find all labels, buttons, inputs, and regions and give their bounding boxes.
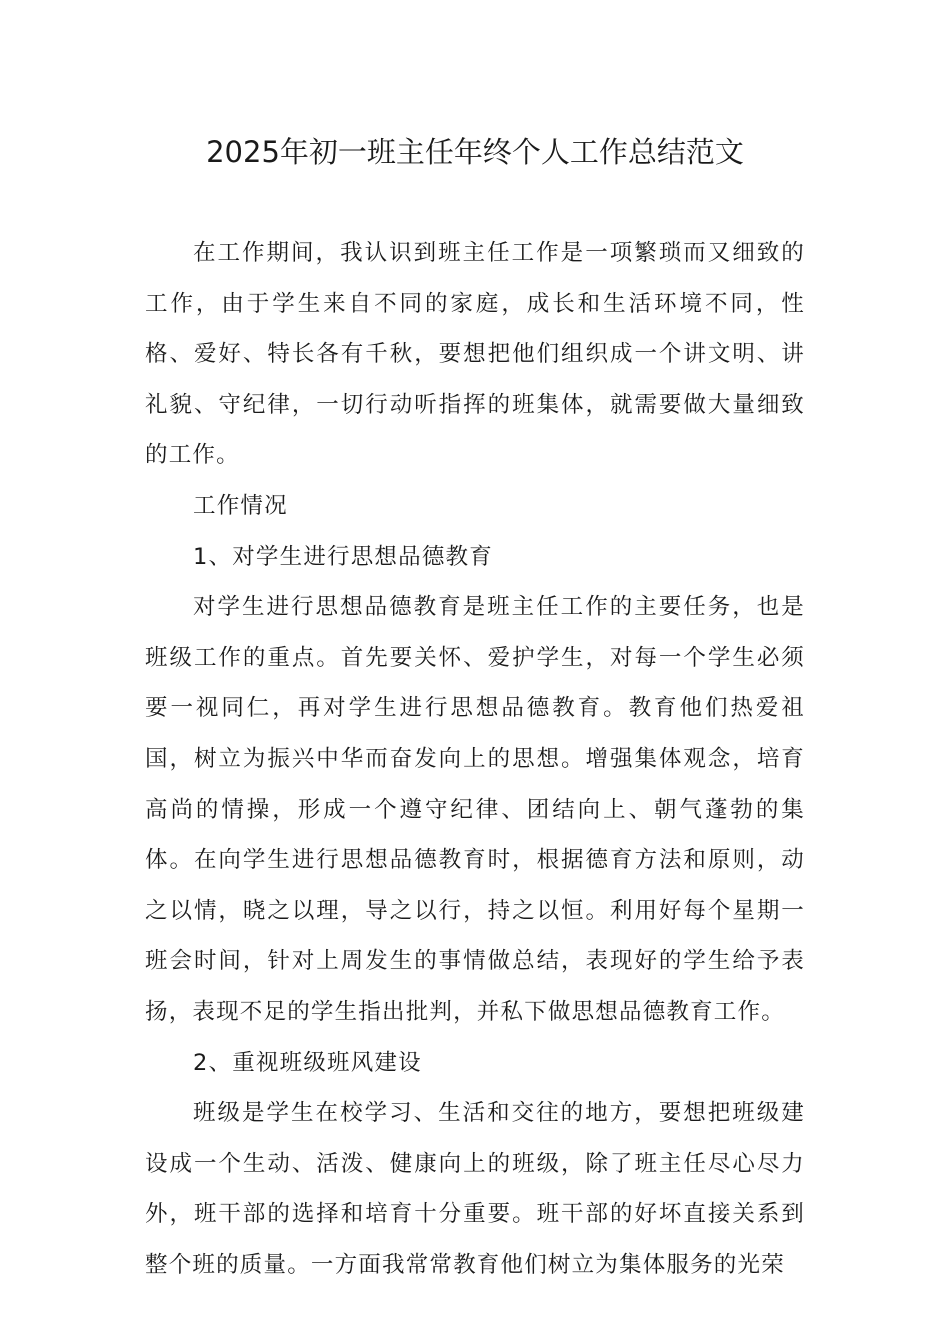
class-spirit-paragraph: 班级是学生在校学习、生活和交往的地方，要想把班级建设成一个生动、活泼、健康向上的班级，除了班主任尽心尽力外，班干部的选择和培育十分重要。班干部的好坏直接关系到整个班的质量。一方面我常常教育他们树立为集体服务的光荣	[145, 1100, 805, 1278]
document-title: 2025年初一班主任年终个人工作总结范文	[206, 135, 744, 169]
moral-education-paragraph: 对学生进行思想品德教育是班主任工作的主要任务，也是班级工作的重点。首先要关怀、爱护学生，对每一个学生必须要一视同仁，再对学生进行思想品德教育。教育他们热爱祖国，树立为振兴中华而奋发向上的思想。增强集体观念，培育高尚的情操，形成一个遵守纪律、团结向上、朝气蓬勃的集体。在向学生进行思想品德教育时，根据德育方法和原则，动之以情，晓之以理，导之以行，持之以恒。利用好每个星期一班会时间，针对上周发生的事情做总结，表现好的学生给予表扬，表现不足的学生指出批判，并私下做思想品德教育工作。	[145, 594, 805, 1025]
section-heading-work-situation: 工作情况	[193, 492, 288, 519]
intro-paragraph: 在工作期间，我认识到班主任工作是一项繁琐而又细致的工作，由于学生来自不同的家庭，成长和生活环境不同，性格、爱好、特长各有千秋，要想把他们组织成一个讲文明、讲礼貌、守纪律，一切行动听指挥的班集体，就需要做大量细致的工作。	[145, 240, 805, 469]
section-heading-moral-education: 1、对学生进行思想品德教育	[193, 543, 493, 570]
document-body	[145, 228, 805, 1290]
section-heading-class-spirit: 2、重视班级班风建设	[193, 1049, 422, 1076]
